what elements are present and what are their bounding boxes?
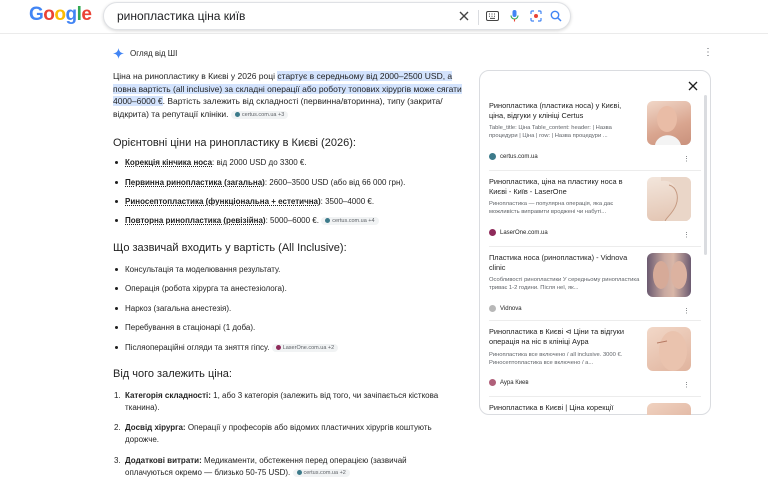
card-more-icon[interactable]: ⋮	[683, 308, 690, 315]
source-card[interactable]: Ринопластика, ціна на пластику носа в Києві - Київ - LaserOne Ринопластика — популярна операція, яка дає можливість виправити вроджені чи набуті... LaserOne.com.ua ⋮	[489, 177, 690, 239]
list-item: Операція (робота хірурга та анестезіолога).	[113, 283, 463, 295]
site-favicon-icon	[489, 229, 496, 236]
microphone-icon[interactable]	[506, 8, 522, 24]
list-item: Первинна ринопластика (загальна): 2600–3500 USD (або від 66 000 грн).	[113, 177, 463, 189]
site-favicon-icon	[489, 153, 496, 160]
sparkle-icon	[113, 48, 124, 59]
close-icon[interactable]	[688, 78, 700, 90]
numbered-item: 2. Досвід хірурга: Операції у професорів або відомих пластичних хірургів коштують дорожче.	[114, 423, 432, 444]
list-item: Повторна ринопластика (ревізійна): 5000–6000 €. certus.com.ua +4	[113, 215, 463, 227]
card-more-icon[interactable]: ⋮	[683, 232, 690, 239]
list-item: Перебування в стаціонарі (1 доба).	[113, 322, 463, 334]
thumbnail-image[interactable]	[647, 403, 691, 415]
source-chip[interactable]: certus.com.ua +4	[321, 217, 378, 225]
thumbnail-image[interactable]	[647, 253, 691, 297]
card-more-icon[interactable]: ⋮	[683, 156, 690, 163]
search-box[interactable]	[103, 2, 571, 30]
list-item: Риносептопластика (функціональна + естетична): 3500–4000 €.	[113, 196, 463, 208]
list-item: Післяопераційні огляди та зняття гіпсу. LaserOne.com.ua +2	[113, 342, 463, 354]
site-favicon-icon	[489, 379, 496, 386]
ai-intro	[113, 70, 463, 120]
source-chip[interactable]: LaserOne.com.ua +2	[272, 344, 339, 352]
card-more-icon[interactable]: ⋮	[683, 382, 690, 389]
header	[0, 0, 768, 34]
divider	[489, 246, 701, 247]
source-chip[interactable]: certus.com.ua +2	[293, 469, 350, 477]
numbered-item: 1. Категорія складності: 1, або 3 категорія (залежить від того, чи зачіпається кісткова тканина).	[114, 391, 439, 412]
section-heading-factors: Від чого залежить ціна:	[113, 368, 232, 380]
source-card[interactable]: Ринопластика в Києві ⊲ Ціни та відгуки операція на ніс в клініці Аура Ринопластика все включено / all inclusive. 3000 €. Риносептопластика все включено / a... Аура Киев ⋮	[489, 327, 690, 389]
list-item: Консультація та моделювання результату.	[113, 264, 463, 276]
list-item: Корекція кінчика носа: від 2000 USD до 3300 €.	[113, 157, 463, 169]
source-card[interactable]: Ринопластика (пластика носа) у Києві, ціна, відгуки у клініці Certus Table_title: Ціна Table_content: header: | Назва процедури | Ціна | row: | Назва процедури ... certus.com.ua ⋮	[489, 101, 690, 163]
list-item: Наркоз (загальна анестезія).	[113, 303, 463, 315]
ai-overview-header	[113, 48, 177, 59]
divider	[489, 320, 701, 321]
section-heading-prices: Орієнтовні ціни на ринопластику в Києві (2026):	[113, 137, 356, 149]
intro-text-rest: . Вартість залежить від складності (первинна/вторинна), типу (закрита/відкрита) та репутації клініки.	[113, 96, 443, 119]
thumbnail-image[interactable]	[647, 101, 691, 145]
panel-scrollbar[interactable]	[704, 95, 707, 255]
ai-overview-label: Огляд від ШІ	[130, 49, 178, 58]
thumbnail-image[interactable]	[647, 327, 691, 371]
search-input[interactable]: ринопластика ціна київ	[117, 9, 246, 23]
search-divider	[478, 10, 479, 25]
search-icon[interactable]	[548, 8, 564, 24]
keyboard-icon[interactable]	[484, 8, 500, 24]
more-options-icon[interactable]: ⋮	[703, 47, 713, 58]
site-favicon-icon	[489, 305, 496, 312]
google-logo[interactable]: Google	[29, 4, 92, 25]
numbered-item: 3. Додаткові витрати: Медикаменти, обстеження перед операцією (зазвичай оплачуються окремо — близько 50-75 USD). certus.com.ua +2	[114, 456, 407, 477]
intro-text: Ціна на ринопластику в Києві у 2026 році	[113, 71, 278, 81]
section-heading-included: Що зазвичай входить у вартість (All Inclusive):	[113, 242, 347, 254]
source-card[interactable]: Пластика носа (ринопластика) - Vidnova clinic Особливості ринопластики У середньому ринопластика триває 1-2 години. Після неї, як... Vidnova ⋮	[489, 253, 690, 315]
source-card[interactable]: Ринопластика в Києві | Ціна корекції	[489, 403, 701, 415]
source-chip[interactable]: certus.com.ua +3	[231, 111, 288, 119]
intro-highlight: стартує в середньому від 2000–2500 USD, а повна вартість (all inclusive) за складні операції або роботу топових хірургів може сягати 4000–6000 €	[113, 71, 462, 107]
thumbnail-image[interactable]	[647, 177, 691, 221]
divider	[489, 396, 701, 397]
divider	[489, 170, 701, 171]
lens-icon[interactable]	[528, 8, 544, 24]
clear-icon[interactable]	[456, 8, 472, 24]
